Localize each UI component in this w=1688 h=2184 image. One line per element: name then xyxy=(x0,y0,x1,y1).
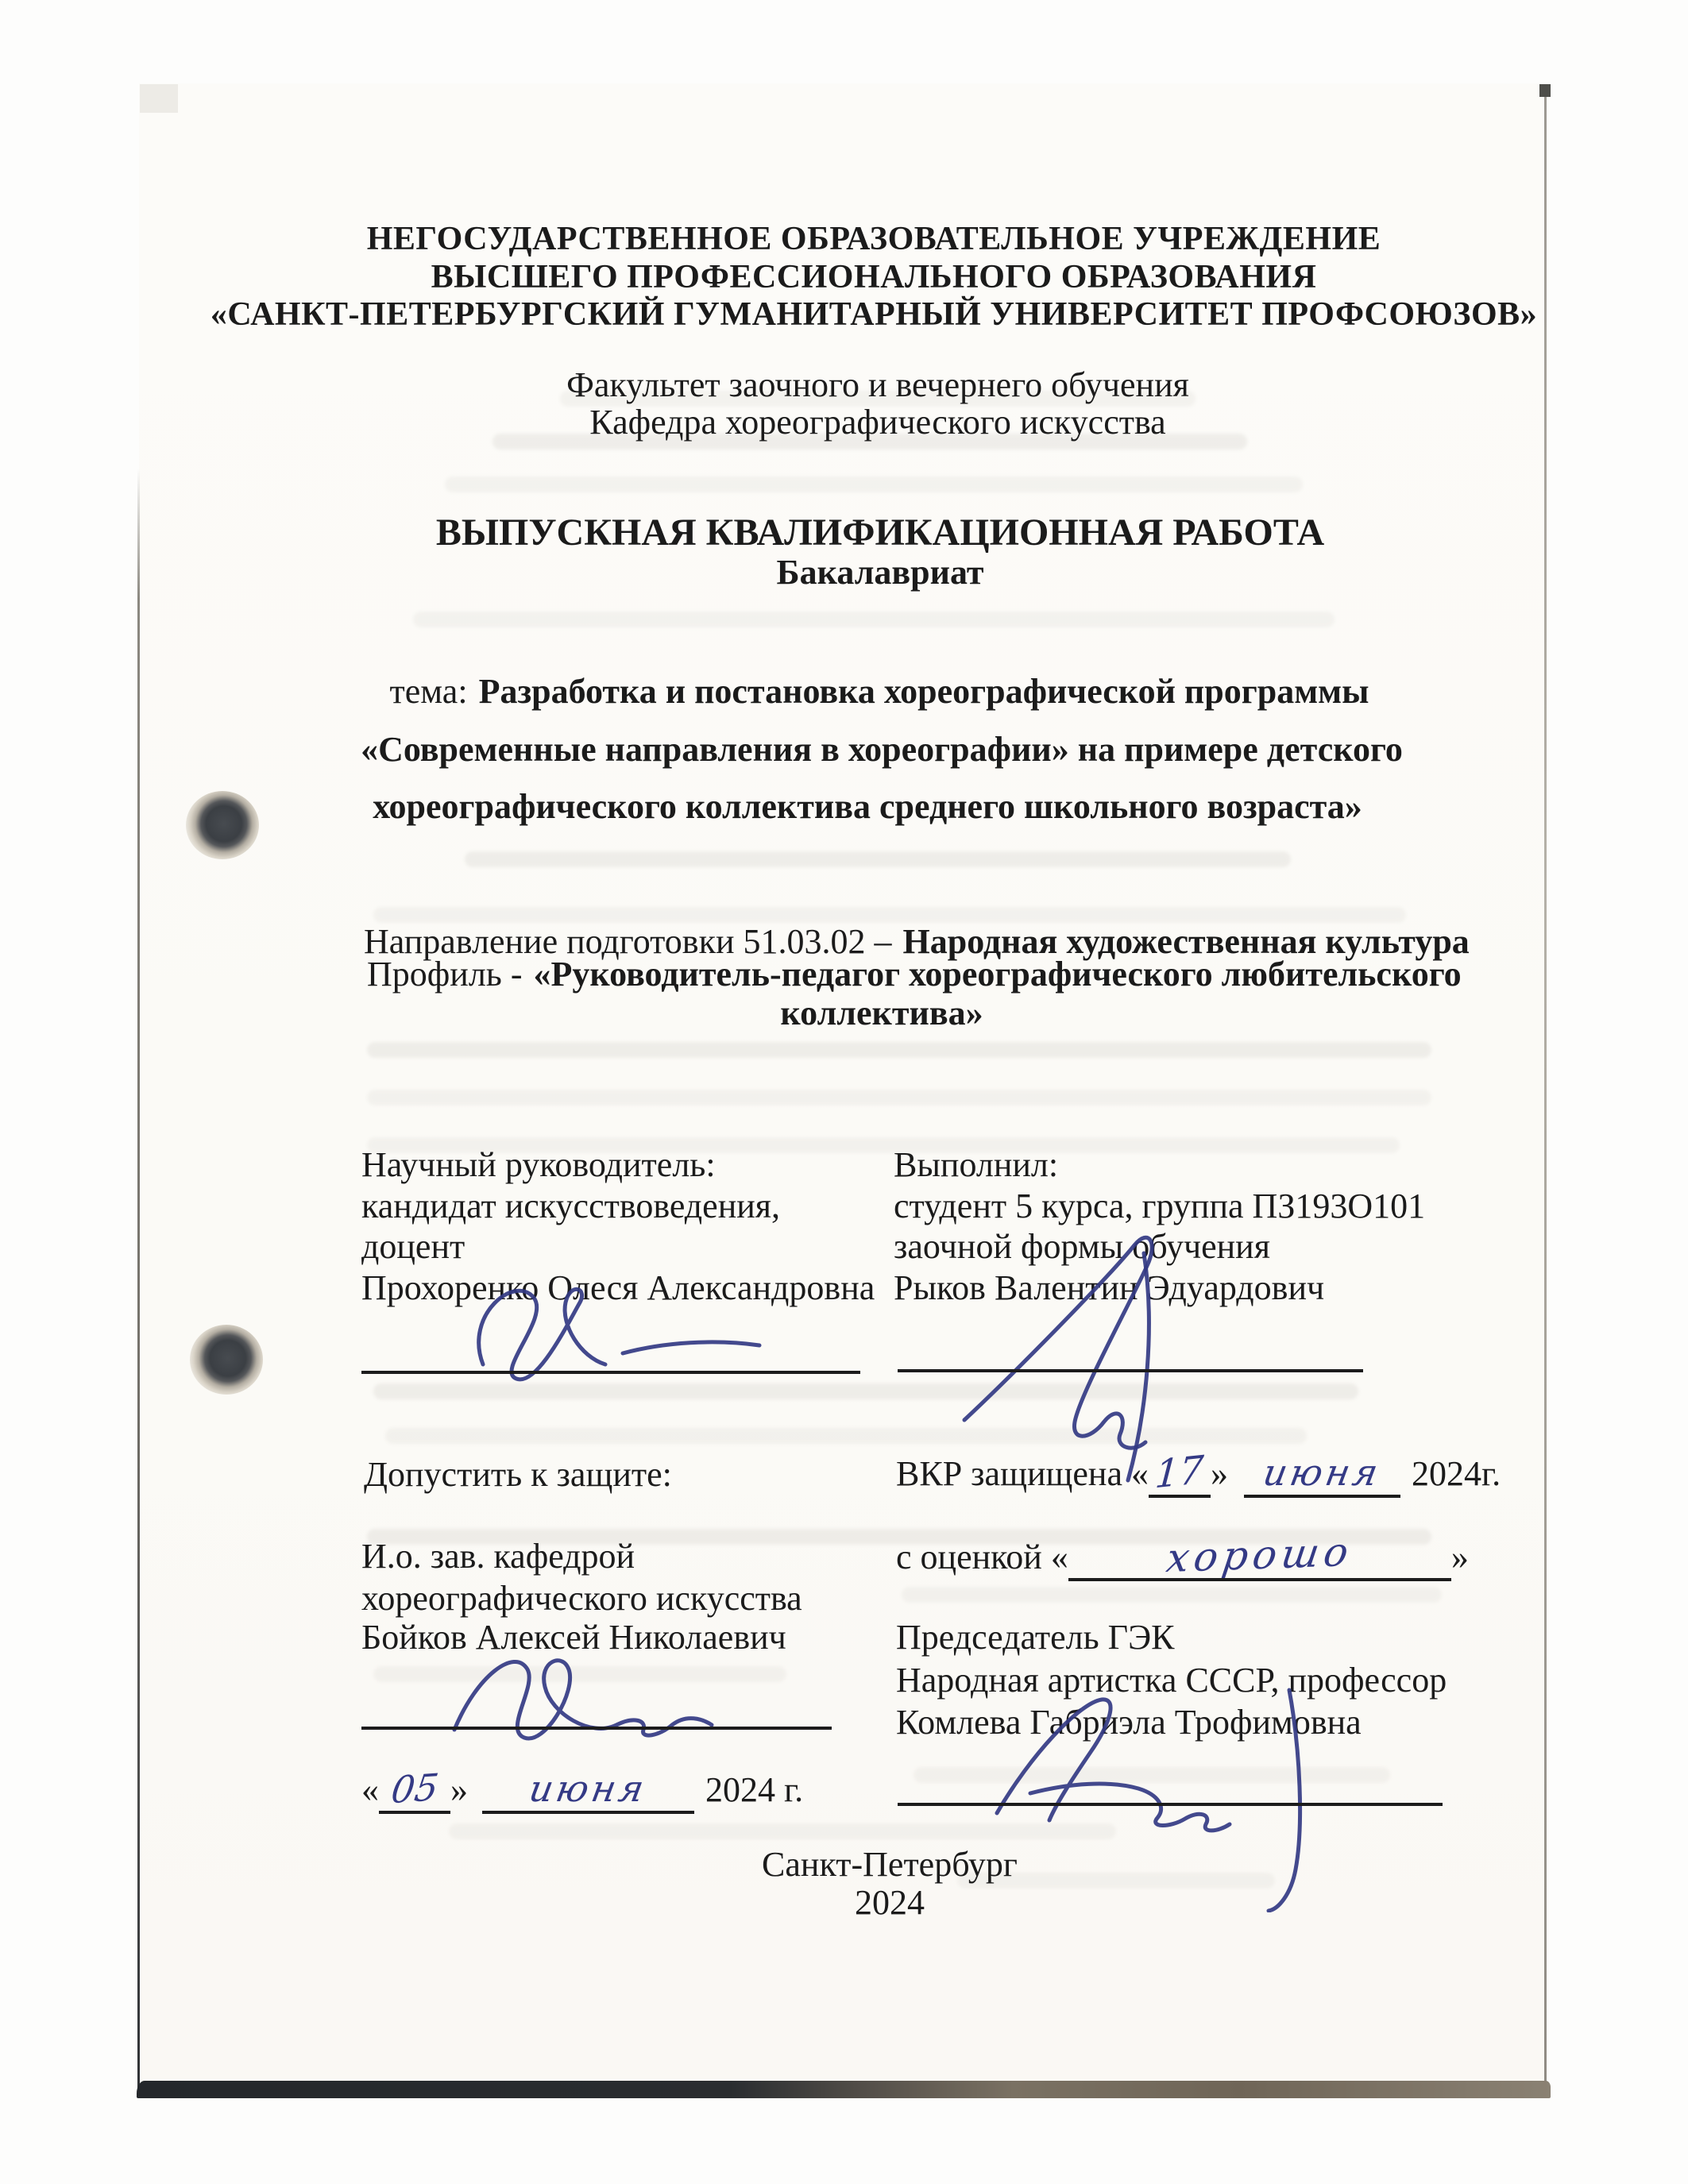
university-header-line-2: ВЫСШЕГО ПРОФЕССИОНАЛЬНОГО ОБРАЗОВАНИЯ xyxy=(431,259,1317,295)
page-edge-right xyxy=(1544,89,1547,2086)
student-name: Рыков Валентин Эдуардович xyxy=(894,1268,1325,1307)
grade-blank xyxy=(1068,1528,1451,1582)
year-line: 2024 xyxy=(855,1883,925,1922)
profile-value: «Руководитель-педагог хореографического любительского xyxy=(533,955,1462,994)
bleed-through-line xyxy=(413,612,1335,627)
supervisor-title: Научный руководитель: xyxy=(361,1145,716,1184)
bleed-through-line xyxy=(445,477,1303,492)
page-edge-left xyxy=(137,469,140,2097)
head-position-line-1: И.о. зав. кафедрой xyxy=(361,1537,635,1576)
head-signature-line xyxy=(361,1727,832,1730)
handwritten-approval-day: 05 xyxy=(388,1765,442,1812)
date-year: 2024 г. xyxy=(705,1770,804,1809)
supervisor-name: Прохоренко Олеся Александровна xyxy=(361,1268,875,1307)
page-edge-bottom xyxy=(137,2081,1551,2098)
profile-line-1 xyxy=(367,954,1462,995)
bleed-through-line xyxy=(367,1090,1431,1106)
bleed-through-line xyxy=(902,1587,1442,1603)
punch-hole-top xyxy=(186,791,259,859)
admit-label: Допустить к защите: xyxy=(364,1455,672,1494)
handwritten-day: 17 xyxy=(1153,1447,1206,1498)
student-group: студент 5 курса, группа ПЗ193О101 xyxy=(894,1187,1426,1225)
topic-line-3: хореографического коллектива среднего школьного возраста» xyxy=(373,787,1362,826)
student-title: Выполнил: xyxy=(894,1145,1059,1184)
date-month-blank xyxy=(482,1768,694,1814)
grade-prefix: с оценкой « xyxy=(896,1538,1068,1576)
defended-day-blank xyxy=(1149,1447,1211,1498)
chairman-name: Комлева Габриэла Трофимовна xyxy=(896,1703,1362,1742)
faculty-line: Факультет заочного и вечернего обучения xyxy=(566,365,1189,404)
topic-label: тема: xyxy=(389,672,468,711)
grade-line xyxy=(896,1528,1469,1582)
punch-hole-bottom xyxy=(190,1325,263,1395)
program-value: Народная художественная культура xyxy=(902,922,1470,961)
student-signature xyxy=(920,1221,1238,1488)
topic-line-1 xyxy=(390,671,1369,712)
department-line: Кафедра хореографического искусства xyxy=(589,403,1166,442)
university-header-line-1: НЕГОСУДАРСТВЕННОЕ ОБРАЗОВАТЕЛЬНОЕ УЧРЕЖДЕНИЕ xyxy=(366,221,1381,257)
defended-prefix: ВКР защищена « xyxy=(896,1454,1149,1493)
topic-text: Разработка и постановка хореографической программы xyxy=(478,672,1369,711)
date-close-quote: » xyxy=(450,1770,468,1809)
program-label: Направление подготовки 51.03.02 – xyxy=(364,922,892,961)
bleed-through-line xyxy=(367,1042,1431,1058)
chairman-signature xyxy=(981,1682,1354,1912)
bleed-through-line xyxy=(373,907,1406,923)
supervisor-rank: доцент xyxy=(361,1227,465,1266)
work-type-title: ВЫПУСКНАЯ КВАЛИФИКАЦИОННАЯ РАБОТА xyxy=(435,511,1325,554)
student-mode: заочной формы обучения xyxy=(894,1227,1270,1266)
handwritten-grade: хорошо xyxy=(1163,1528,1356,1582)
approval-date-line xyxy=(361,1765,804,1814)
page-corner-mark xyxy=(1539,84,1551,97)
bleed-through-line xyxy=(465,851,1291,867)
chairman-signature-line xyxy=(898,1803,1443,1806)
supervisor-signature-line xyxy=(361,1371,860,1374)
head-position-line-2: хореографического искусства xyxy=(361,1579,802,1618)
defended-close-quote: » xyxy=(1211,1454,1228,1493)
chairman-honors: Народная артистка СССР, профессор xyxy=(896,1661,1447,1700)
handwritten-approval-month: июня xyxy=(526,1767,651,1810)
student-signature-line xyxy=(898,1369,1363,1372)
grade-close-quote: » xyxy=(1450,1538,1469,1576)
profile-line-2: коллектива» xyxy=(780,994,983,1032)
scanner-shadow-topleft xyxy=(140,84,178,113)
chairman-title: Председатель ГЭК xyxy=(896,1618,1175,1657)
university-header-line-3: «САНКТ-ПЕТЕРБУРГСКИЙ ГУМАНИТАРНЫЙ УНИВЕРСИТЕТ ПРОФСОЮЗОВ» xyxy=(210,296,1538,333)
supervisor-degree: кандидат искусствоведения, xyxy=(361,1187,781,1225)
head-name: Бойков Алексей Николаевич xyxy=(361,1618,786,1657)
defended-month-blank xyxy=(1244,1452,1400,1498)
date-open-quote: « xyxy=(361,1770,379,1809)
handwritten-month: июня xyxy=(1260,1451,1385,1494)
city-line: Санкт-Петербург xyxy=(762,1845,1018,1884)
topic-line-2: «Современные направления в хореографии» на примере детского xyxy=(361,730,1403,769)
defended-line xyxy=(896,1447,1501,1498)
degree-level: Бакалавриат xyxy=(776,553,984,592)
date-day-blank xyxy=(379,1765,450,1814)
profile-label: Профиль - xyxy=(367,955,523,994)
defended-year: 2024г. xyxy=(1412,1454,1501,1493)
